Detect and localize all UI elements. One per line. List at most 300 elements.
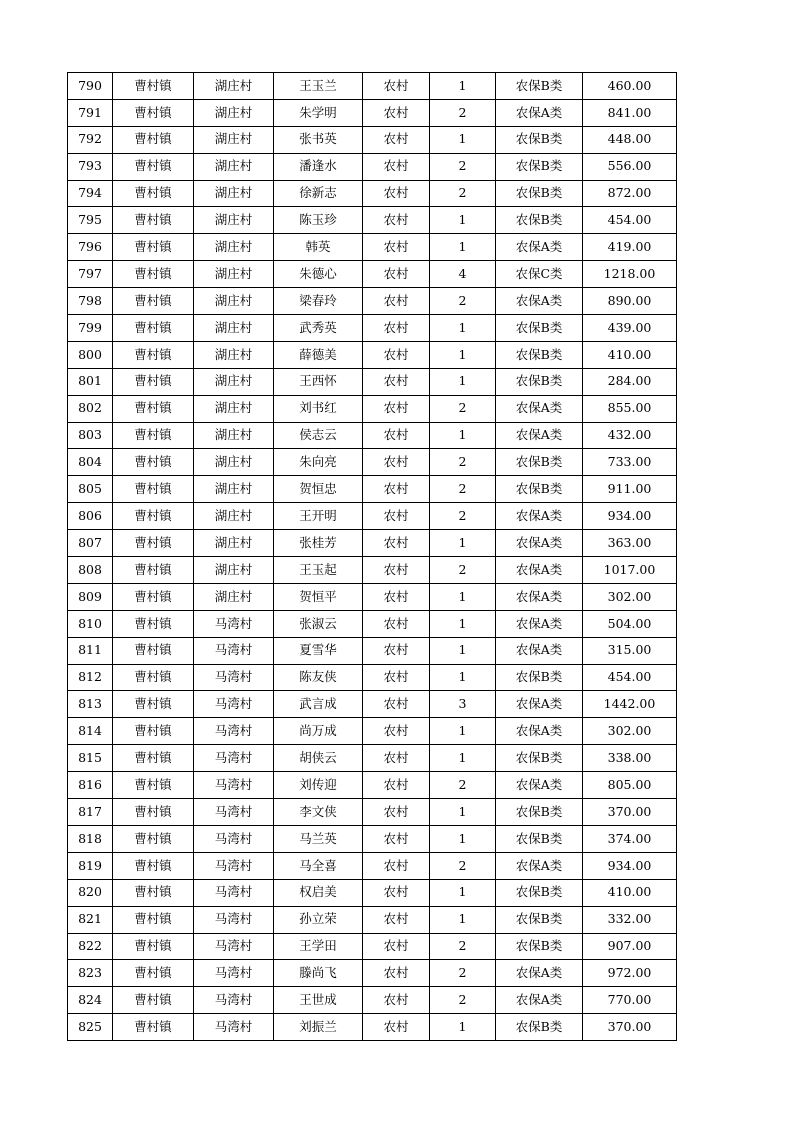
village-cell: 马湾村 [194, 745, 274, 772]
row-number-cell: 811 [68, 637, 113, 664]
village-cell: 湖庄村 [194, 126, 274, 153]
village-cell: 湖庄村 [194, 341, 274, 368]
town-cell: 曹村镇 [113, 395, 194, 422]
town-cell: 曹村镇 [113, 180, 194, 207]
amount-cell: 1017.00 [583, 557, 677, 584]
row-number-cell: 799 [68, 315, 113, 342]
area-type-cell: 农村 [363, 395, 430, 422]
table-row [68, 207, 677, 234]
household-size-cell: 2 [430, 503, 496, 530]
category-cell: 农保B类 [496, 153, 583, 180]
town-cell: 曹村镇 [113, 530, 194, 557]
table-row [68, 180, 677, 207]
category-cell: 农保A类 [496, 422, 583, 449]
table-row [68, 530, 677, 557]
area-type-cell: 农村 [363, 825, 430, 852]
town-cell: 曹村镇 [113, 825, 194, 852]
town-cell: 曹村镇 [113, 341, 194, 368]
village-cell: 马湾村 [194, 933, 274, 960]
household-size-cell: 1 [430, 879, 496, 906]
table-row [68, 368, 677, 395]
household-size-cell: 2 [430, 395, 496, 422]
town-cell: 曹村镇 [113, 207, 194, 234]
table-row [68, 718, 677, 745]
category-cell: 农保C类 [496, 261, 583, 288]
name-cell: 张桂芳 [274, 530, 363, 557]
name-cell: 权启美 [274, 879, 363, 906]
name-cell: 韩英 [274, 234, 363, 261]
town-cell: 曹村镇 [113, 987, 194, 1014]
name-cell: 武言成 [274, 691, 363, 718]
household-size-cell: 1 [430, 341, 496, 368]
area-type-cell: 农村 [363, 530, 430, 557]
household-size-cell: 1 [430, 207, 496, 234]
category-cell: 农保A类 [496, 852, 583, 879]
amount-cell: 374.00 [583, 825, 677, 852]
name-cell: 王西怀 [274, 368, 363, 395]
amount-cell: 363.00 [583, 530, 677, 557]
row-number-cell: 795 [68, 207, 113, 234]
amount-cell: 410.00 [583, 341, 677, 368]
area-type-cell: 农村 [363, 852, 430, 879]
category-cell: 农保B类 [496, 879, 583, 906]
category-cell: 农保B类 [496, 906, 583, 933]
row-number-cell: 822 [68, 933, 113, 960]
village-cell: 湖庄村 [194, 153, 274, 180]
village-cell: 湖庄村 [194, 503, 274, 530]
household-size-cell: 1 [430, 126, 496, 153]
roster-body [68, 73, 677, 1041]
row-number-cell: 797 [68, 261, 113, 288]
village-cell: 马湾村 [194, 610, 274, 637]
area-type-cell: 农村 [363, 557, 430, 584]
name-cell: 王世成 [274, 987, 363, 1014]
table-row [68, 261, 677, 288]
row-number-cell: 814 [68, 718, 113, 745]
area-type-cell: 农村 [363, 879, 430, 906]
town-cell: 曹村镇 [113, 610, 194, 637]
household-size-cell: 3 [430, 691, 496, 718]
household-size-cell: 1 [430, 315, 496, 342]
amount-cell: 934.00 [583, 852, 677, 879]
name-cell: 王玉兰 [274, 73, 363, 100]
area-type-cell: 农村 [363, 234, 430, 261]
category-cell: 农保B类 [496, 315, 583, 342]
area-type-cell: 农村 [363, 610, 430, 637]
household-size-cell: 1 [430, 610, 496, 637]
area-type-cell: 农村 [363, 476, 430, 503]
table-row [68, 583, 677, 610]
household-size-cell: 2 [430, 960, 496, 987]
table-row [68, 799, 677, 826]
household-size-cell: 1 [430, 1014, 496, 1041]
village-cell: 马湾村 [194, 825, 274, 852]
name-cell: 王学田 [274, 933, 363, 960]
name-cell: 王玉起 [274, 557, 363, 584]
name-cell: 薛德美 [274, 341, 363, 368]
table-row [68, 879, 677, 906]
row-number-cell: 792 [68, 126, 113, 153]
amount-cell: 890.00 [583, 288, 677, 315]
category-cell: 农保A类 [496, 960, 583, 987]
village-cell: 马湾村 [194, 637, 274, 664]
area-type-cell: 农村 [363, 503, 430, 530]
table-row [68, 422, 677, 449]
name-cell: 武秀英 [274, 315, 363, 342]
town-cell: 曹村镇 [113, 449, 194, 476]
town-cell: 曹村镇 [113, 99, 194, 126]
category-cell: 农保A类 [496, 987, 583, 1014]
row-number-cell: 818 [68, 825, 113, 852]
village-cell: 湖庄村 [194, 288, 274, 315]
village-cell: 湖庄村 [194, 261, 274, 288]
village-cell: 马湾村 [194, 1014, 274, 1041]
category-cell: 农保A类 [496, 530, 583, 557]
row-number-cell: 817 [68, 799, 113, 826]
name-cell: 王开明 [274, 503, 363, 530]
area-type-cell: 农村 [363, 718, 430, 745]
amount-cell: 454.00 [583, 664, 677, 691]
name-cell: 滕尚飞 [274, 960, 363, 987]
household-size-cell: 2 [430, 772, 496, 799]
amount-cell: 432.00 [583, 422, 677, 449]
name-cell: 张书英 [274, 126, 363, 153]
village-cell: 湖庄村 [194, 422, 274, 449]
row-number-cell: 805 [68, 476, 113, 503]
table-row [68, 637, 677, 664]
village-cell: 马湾村 [194, 852, 274, 879]
household-size-cell: 1 [430, 422, 496, 449]
household-size-cell: 1 [430, 637, 496, 664]
town-cell: 曹村镇 [113, 422, 194, 449]
household-size-cell: 1 [430, 234, 496, 261]
category-cell: 农保B类 [496, 825, 583, 852]
household-size-cell: 1 [430, 664, 496, 691]
village-cell: 马湾村 [194, 718, 274, 745]
area-type-cell: 农村 [363, 637, 430, 664]
amount-cell: 1218.00 [583, 261, 677, 288]
village-cell: 湖庄村 [194, 583, 274, 610]
table-row [68, 341, 677, 368]
area-type-cell: 农村 [363, 288, 430, 315]
name-cell: 贺恒平 [274, 583, 363, 610]
amount-cell: 448.00 [583, 126, 677, 153]
village-cell: 马湾村 [194, 879, 274, 906]
row-number-cell: 820 [68, 879, 113, 906]
amount-cell: 972.00 [583, 960, 677, 987]
table-row [68, 315, 677, 342]
area-type-cell: 农村 [363, 583, 430, 610]
row-number-cell: 812 [68, 664, 113, 691]
household-size-cell: 2 [430, 987, 496, 1014]
town-cell: 曹村镇 [113, 879, 194, 906]
household-size-cell: 4 [430, 261, 496, 288]
category-cell: 农保A类 [496, 610, 583, 637]
town-cell: 曹村镇 [113, 745, 194, 772]
town-cell: 曹村镇 [113, 906, 194, 933]
area-type-cell: 农村 [363, 906, 430, 933]
category-cell: 农保A类 [496, 234, 583, 261]
category-cell: 农保A类 [496, 718, 583, 745]
town-cell: 曹村镇 [113, 288, 194, 315]
name-cell: 马兰英 [274, 825, 363, 852]
row-number-cell: 809 [68, 583, 113, 610]
name-cell: 朱向亮 [274, 449, 363, 476]
town-cell: 曹村镇 [113, 557, 194, 584]
category-cell: 农保B类 [496, 126, 583, 153]
row-number-cell: 810 [68, 610, 113, 637]
name-cell: 朱德心 [274, 261, 363, 288]
table-row [68, 153, 677, 180]
town-cell: 曹村镇 [113, 1014, 194, 1041]
table-row [68, 234, 677, 261]
area-type-cell: 农村 [363, 261, 430, 288]
town-cell: 曹村镇 [113, 234, 194, 261]
category-cell: 农保A类 [496, 691, 583, 718]
table-row [68, 745, 677, 772]
area-type-cell: 农村 [363, 987, 430, 1014]
row-number-cell: 798 [68, 288, 113, 315]
amount-cell: 302.00 [583, 718, 677, 745]
row-number-cell: 806 [68, 503, 113, 530]
category-cell: 农保B类 [496, 799, 583, 826]
amount-cell: 419.00 [583, 234, 677, 261]
household-size-cell: 1 [430, 718, 496, 745]
row-number-cell: 801 [68, 368, 113, 395]
household-size-cell: 2 [430, 288, 496, 315]
table-row [68, 395, 677, 422]
area-type-cell: 农村 [363, 368, 430, 395]
row-number-cell: 815 [68, 745, 113, 772]
table-row [68, 126, 677, 153]
table-row [68, 906, 677, 933]
name-cell: 李文侠 [274, 799, 363, 826]
category-cell: 农保B类 [496, 207, 583, 234]
table-row [68, 99, 677, 126]
village-cell: 马湾村 [194, 691, 274, 718]
row-number-cell: 824 [68, 987, 113, 1014]
category-cell: 农保A类 [496, 288, 583, 315]
category-cell: 农保B类 [496, 73, 583, 100]
category-cell: 农保B类 [496, 1014, 583, 1041]
household-size-cell: 2 [430, 180, 496, 207]
amount-cell: 454.00 [583, 207, 677, 234]
amount-cell: 907.00 [583, 933, 677, 960]
area-type-cell: 农村 [363, 422, 430, 449]
area-type-cell: 农村 [363, 664, 430, 691]
name-cell: 侯志云 [274, 422, 363, 449]
town-cell: 曹村镇 [113, 261, 194, 288]
name-cell: 陈玉珍 [274, 207, 363, 234]
name-cell: 张淑云 [274, 610, 363, 637]
area-type-cell: 农村 [363, 449, 430, 476]
town-cell: 曹村镇 [113, 476, 194, 503]
amount-cell: 504.00 [583, 610, 677, 637]
category-cell: 农保A类 [496, 99, 583, 126]
table-row [68, 960, 677, 987]
household-size-cell: 2 [430, 99, 496, 126]
area-type-cell: 农村 [363, 1014, 430, 1041]
name-cell: 刘书红 [274, 395, 363, 422]
category-cell: 农保A类 [496, 637, 583, 664]
table-row [68, 933, 677, 960]
amount-cell: 1442.00 [583, 691, 677, 718]
town-cell: 曹村镇 [113, 368, 194, 395]
category-cell: 农保B类 [496, 449, 583, 476]
area-type-cell: 农村 [363, 126, 430, 153]
amount-cell: 284.00 [583, 368, 677, 395]
household-size-cell: 1 [430, 368, 496, 395]
amount-cell: 872.00 [583, 180, 677, 207]
row-number-cell: 825 [68, 1014, 113, 1041]
row-number-cell: 800 [68, 341, 113, 368]
amount-cell: 911.00 [583, 476, 677, 503]
village-cell: 湖庄村 [194, 99, 274, 126]
village-cell: 湖庄村 [194, 449, 274, 476]
household-size-cell: 1 [430, 825, 496, 852]
town-cell: 曹村镇 [113, 718, 194, 745]
row-number-cell: 804 [68, 449, 113, 476]
name-cell: 马全喜 [274, 852, 363, 879]
amount-cell: 302.00 [583, 583, 677, 610]
amount-cell: 805.00 [583, 772, 677, 799]
row-number-cell: 803 [68, 422, 113, 449]
table-row [68, 772, 677, 799]
name-cell: 胡侠云 [274, 745, 363, 772]
row-number-cell: 794 [68, 180, 113, 207]
table-row [68, 691, 677, 718]
village-cell: 马湾村 [194, 960, 274, 987]
town-cell: 曹村镇 [113, 933, 194, 960]
amount-cell: 315.00 [583, 637, 677, 664]
household-size-cell: 2 [430, 933, 496, 960]
table-row [68, 987, 677, 1014]
town-cell: 曹村镇 [113, 583, 194, 610]
row-number-cell: 823 [68, 960, 113, 987]
village-cell: 马湾村 [194, 664, 274, 691]
table-row [68, 73, 677, 100]
amount-cell: 770.00 [583, 987, 677, 1014]
row-number-cell: 796 [68, 234, 113, 261]
category-cell: 农保B类 [496, 368, 583, 395]
row-number-cell: 793 [68, 153, 113, 180]
village-cell: 湖庄村 [194, 207, 274, 234]
area-type-cell: 农村 [363, 99, 430, 126]
household-size-cell: 2 [430, 153, 496, 180]
town-cell: 曹村镇 [113, 637, 194, 664]
area-type-cell: 农村 [363, 315, 430, 342]
amount-cell: 841.00 [583, 99, 677, 126]
village-cell: 马湾村 [194, 906, 274, 933]
category-cell: 农保B类 [496, 180, 583, 207]
village-cell: 湖庄村 [194, 180, 274, 207]
category-cell: 农保B类 [496, 933, 583, 960]
area-type-cell: 农村 [363, 772, 430, 799]
amount-cell: 370.00 [583, 1014, 677, 1041]
table-row [68, 825, 677, 852]
name-cell: 刘传迎 [274, 772, 363, 799]
area-type-cell: 农村 [363, 745, 430, 772]
village-cell: 马湾村 [194, 799, 274, 826]
category-cell: 农保A类 [496, 503, 583, 530]
area-type-cell: 农村 [363, 341, 430, 368]
town-cell: 曹村镇 [113, 664, 194, 691]
area-type-cell: 农村 [363, 691, 430, 718]
category-cell: 农保A类 [496, 583, 583, 610]
table-row [68, 1014, 677, 1041]
town-cell: 曹村镇 [113, 960, 194, 987]
area-type-cell: 农村 [363, 933, 430, 960]
town-cell: 曹村镇 [113, 772, 194, 799]
row-number-cell: 790 [68, 73, 113, 100]
village-cell: 湖庄村 [194, 557, 274, 584]
name-cell: 夏雪华 [274, 637, 363, 664]
household-size-cell: 1 [430, 745, 496, 772]
town-cell: 曹村镇 [113, 315, 194, 342]
table-row [68, 610, 677, 637]
area-type-cell: 农村 [363, 153, 430, 180]
category-cell: 农保B类 [496, 476, 583, 503]
village-cell: 湖庄村 [194, 368, 274, 395]
household-size-cell: 2 [430, 476, 496, 503]
roster-table [67, 72, 677, 1041]
row-number-cell: 819 [68, 852, 113, 879]
village-cell: 湖庄村 [194, 315, 274, 342]
row-number-cell: 821 [68, 906, 113, 933]
area-type-cell: 农村 [363, 799, 430, 826]
name-cell: 陈友侠 [274, 664, 363, 691]
amount-cell: 332.00 [583, 906, 677, 933]
name-cell: 朱学明 [274, 99, 363, 126]
table-row [68, 557, 677, 584]
amount-cell: 439.00 [583, 315, 677, 342]
row-number-cell: 791 [68, 99, 113, 126]
village-cell: 马湾村 [194, 987, 274, 1014]
name-cell: 潘逢水 [274, 153, 363, 180]
category-cell: 农保B类 [496, 664, 583, 691]
village-cell: 湖庄村 [194, 73, 274, 100]
row-number-cell: 807 [68, 530, 113, 557]
town-cell: 曹村镇 [113, 503, 194, 530]
amount-cell: 556.00 [583, 153, 677, 180]
area-type-cell: 农村 [363, 960, 430, 987]
category-cell: 农保B类 [496, 745, 583, 772]
household-size-cell: 1 [430, 583, 496, 610]
amount-cell: 370.00 [583, 799, 677, 826]
area-type-cell: 农村 [363, 207, 430, 234]
name-cell: 徐新志 [274, 180, 363, 207]
row-number-cell: 816 [68, 772, 113, 799]
village-cell: 湖庄村 [194, 395, 274, 422]
amount-cell: 460.00 [583, 73, 677, 100]
town-cell: 曹村镇 [113, 153, 194, 180]
village-cell: 湖庄村 [194, 530, 274, 557]
household-size-cell: 1 [430, 73, 496, 100]
household-size-cell: 1 [430, 530, 496, 557]
category-cell: 农保A类 [496, 557, 583, 584]
row-number-cell: 813 [68, 691, 113, 718]
town-cell: 曹村镇 [113, 799, 194, 826]
name-cell: 孙立荣 [274, 906, 363, 933]
row-number-cell: 808 [68, 557, 113, 584]
category-cell: 农保A类 [496, 395, 583, 422]
name-cell: 梁春玲 [274, 288, 363, 315]
town-cell: 曹村镇 [113, 126, 194, 153]
amount-cell: 934.00 [583, 503, 677, 530]
town-cell: 曹村镇 [113, 852, 194, 879]
name-cell: 贺恒忠 [274, 476, 363, 503]
name-cell: 刘振兰 [274, 1014, 363, 1041]
